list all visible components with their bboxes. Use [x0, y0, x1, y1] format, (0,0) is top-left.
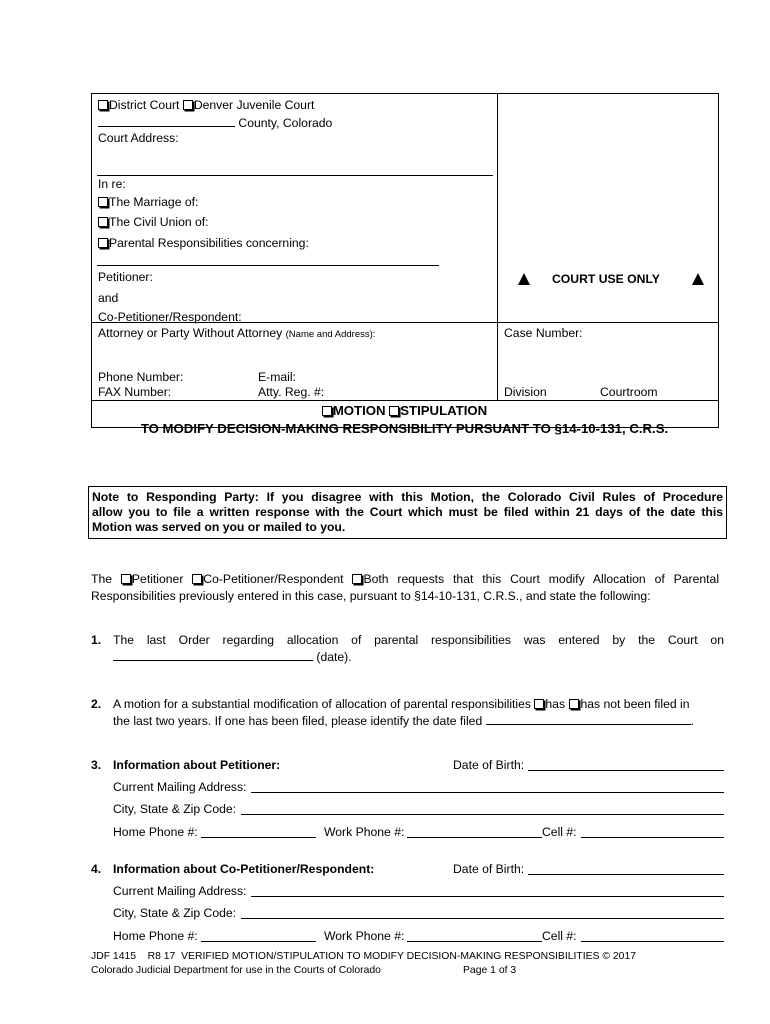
parental-label: Parental Responsibilities concerning:: [109, 236, 309, 250]
atty-reg-label: Atty. Reg. #:: [258, 385, 325, 399]
courtroom-label: Courtroom: [600, 385, 658, 399]
item2-line1-start: A motion for a substantial modification of allocation of parental responsibilities: [113, 697, 531, 711]
fax-label: FAX Number:: [98, 385, 172, 399]
intro-line-1: [91, 572, 719, 586]
up-triangle-icon: [692, 273, 704, 285]
civil-union-option: [98, 215, 209, 229]
item1-line-1: The last Order regarding allocation of parental responsibilities was entered by the Court on: [113, 633, 724, 647]
note-line1-rest: If you disagree with this Motion, the Colorado Civil Rules of Procedure: [266, 490, 724, 504]
copetitioner-checkbox[interactable]: [192, 574, 202, 584]
has-not-option: has not been filed in: [580, 697, 690, 711]
footer-line-1: JDF 1415 R8 17 VERIFIED MOTION/STIPULATION TO MODIFY DECISION-MAKING RESPONSIBILITIES © 2017: [91, 951, 637, 962]
copetitioner-label: Co-Petitioner/Respondent:: [98, 310, 242, 324]
and-label: and: [98, 291, 119, 305]
copetitioner-option: Co-Petitioner/Respondent: [203, 572, 344, 586]
item1-line-2: [113, 649, 352, 664]
motion-checkbox[interactable]: [322, 406, 332, 416]
footer-page: Page 1 of 3: [463, 965, 517, 976]
item3-dob-field[interactable]: [528, 770, 724, 771]
court-options: [98, 98, 314, 112]
civil-union-label: The Civil Union of:: [109, 215, 209, 229]
item3-number: 3.: [91, 758, 102, 772]
caption-rule-parties: [97, 265, 439, 266]
caption-divider: [497, 93, 498, 401]
item4-heading: Information about Co-Petitioner/Respondent:: [113, 862, 375, 876]
title-options: [91, 403, 718, 418]
up-triangle-icon: [518, 273, 530, 285]
denver-juvenile-checkbox[interactable]: [183, 100, 193, 110]
item4-mailing-label: Current Mailing Address:: [113, 884, 247, 898]
item4-work-field[interactable]: [407, 941, 542, 942]
parental-option: [98, 236, 309, 250]
item2-line2-text: the last two years. If one has been filed, please identify the date filed: [113, 714, 483, 728]
item3-dob-label: Date of Birth:: [453, 758, 525, 772]
civil-union-checkbox[interactable]: [98, 217, 108, 227]
intro-line1-rest: requests that this Court modify Allocation of Parental: [397, 572, 720, 586]
motion-label: MOTION: [332, 403, 386, 418]
county-line: [98, 115, 332, 130]
caption-rule-court: [97, 175, 493, 176]
parental-checkbox[interactable]: [98, 238, 108, 248]
both-option: Both: [363, 572, 389, 586]
phone-label: Phone Number:: [98, 370, 184, 384]
petitioner-checkbox[interactable]: [121, 574, 131, 584]
intro-the: The: [91, 572, 113, 586]
item4-dob-field[interactable]: [528, 874, 724, 875]
item3-cell-field[interactable]: [581, 837, 724, 838]
item2-line-2: [113, 713, 694, 728]
item3-mailing-label: Current Mailing Address:: [113, 780, 247, 794]
caption-box: [91, 93, 719, 428]
has-option: has: [545, 697, 566, 711]
motion-date-field[interactable]: [486, 713, 691, 725]
stipulation-checkbox[interactable]: [389, 406, 399, 416]
both-checkbox[interactable]: [352, 574, 362, 584]
district-court-label: District Court: [109, 98, 180, 112]
attorney-label: Attorney or Party Without Attorney: [98, 326, 283, 340]
marriage-checkbox[interactable]: [98, 197, 108, 207]
item4-number: 4.: [91, 862, 102, 876]
division-label: Division: [504, 385, 547, 399]
item4-work-label: Work Phone #:: [324, 929, 405, 943]
item3-work-field[interactable]: [407, 837, 542, 838]
item2-line-1: [113, 697, 690, 711]
item3-home-field[interactable]: [201, 837, 316, 838]
item4-home-label: Home Phone #:: [113, 929, 198, 943]
attorney-hint: (Name and Address):: [285, 329, 376, 340]
district-court-checkbox[interactable]: [98, 100, 108, 110]
denver-juvenile-label: Denver Juvenile Court: [193, 98, 315, 112]
attorney-line: [98, 326, 375, 340]
marriage-option: [98, 195, 198, 209]
item4-dob-label: Date of Birth:: [453, 862, 525, 876]
page-title: TO MODIFY DECISION-MAKING RESPONSIBILITY PURSUANT TO §14-10-131, C.R.S.: [140, 421, 669, 436]
item2-number: 2.: [91, 697, 102, 711]
order-date-field[interactable]: [113, 649, 313, 661]
item3-city-label: City, State & Zip Code:: [113, 802, 237, 816]
county-field[interactable]: [98, 115, 235, 127]
has-not-checkbox[interactable]: [569, 699, 579, 709]
in-re-label: In re:: [98, 177, 126, 191]
county-suffix: County, Colorado: [238, 116, 333, 130]
petitioner-label: Petitioner:: [98, 270, 153, 284]
item3-home-label: Home Phone #:: [113, 825, 198, 839]
caption-rule-title: [91, 400, 718, 401]
item4-mailing-field[interactable]: [251, 896, 724, 897]
item4-home-field[interactable]: [201, 941, 316, 942]
item1-date-suffix: (date).: [316, 650, 352, 664]
petitioner-option: Petitioner: [131, 572, 184, 586]
item4-city-label: City, State & Zip Code:: [113, 906, 237, 920]
item2-period: .: [690, 714, 695, 728]
stipulation-label: STIPULATION: [400, 403, 488, 418]
item3-cell-label: Cell #:: [542, 825, 577, 839]
email-label: E-mail:: [258, 370, 296, 384]
item3-city-field[interactable]: [241, 814, 724, 815]
case-number-label: Case Number:: [504, 326, 583, 340]
court-address-label: Court Address:: [98, 131, 179, 145]
item3-work-label: Work Phone #:: [324, 825, 405, 839]
footer-left: Colorado Judicial Department for use in the Courts of Colorado: [91, 965, 381, 976]
court-use-only-label: COURT USE ONLY: [552, 272, 660, 286]
note-label: Note to Responding Party:: [92, 490, 259, 504]
has-checkbox[interactable]: [534, 699, 544, 709]
marriage-label: The Marriage of:: [109, 195, 199, 209]
note-line-3: Motion was served on you or mailed to you.: [92, 520, 346, 534]
note-line-1: [92, 490, 723, 504]
note-line-2: allow you to file a written response with the Court which must be filed within 21 days of the date this: [92, 505, 723, 519]
item4-city-field[interactable]: [241, 918, 724, 919]
item4-cell-label: Cell #:: [542, 929, 577, 943]
item1-number: 1.: [91, 633, 102, 647]
intro-line-2: Responsibilities previously entered in this case, pursuant to §14-10-131, C.R.S., and state the following:: [91, 589, 651, 603]
item4-cell-field[interactable]: [581, 941, 724, 942]
item3-heading: Information about Petitioner:: [113, 758, 281, 772]
item3-mailing-field[interactable]: [251, 792, 724, 793]
